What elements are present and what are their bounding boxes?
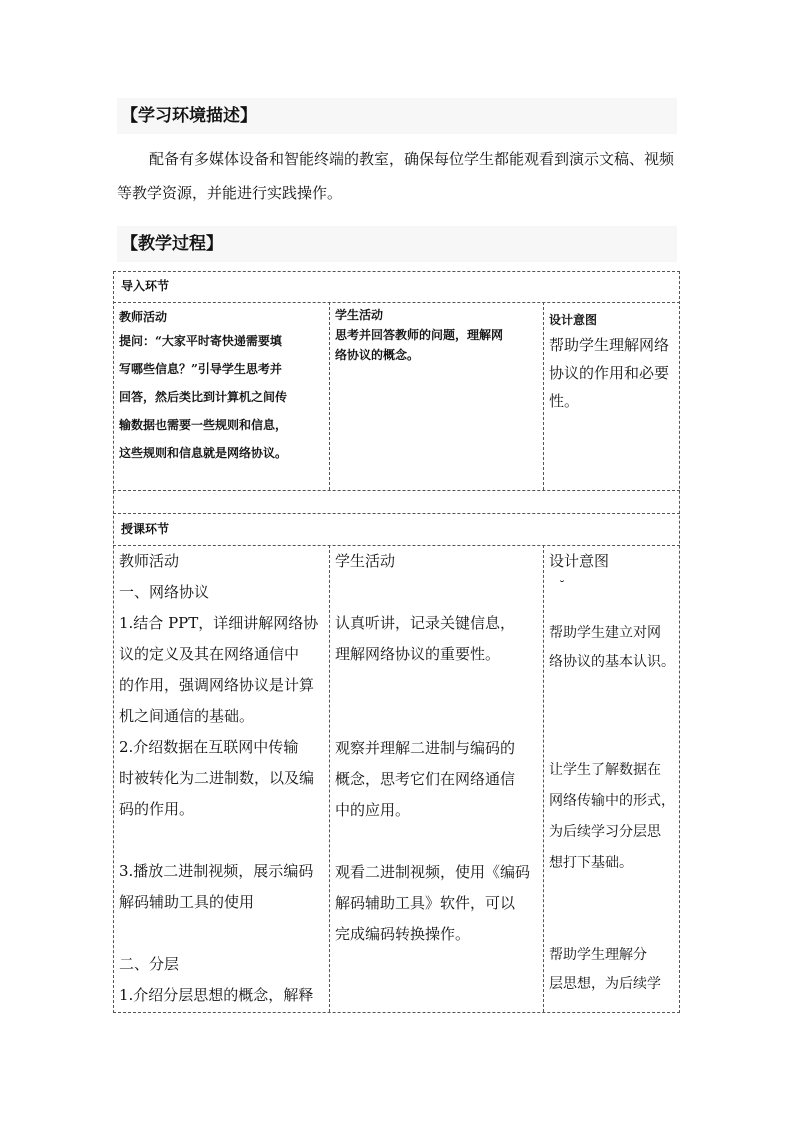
design-mark: ˘ — [559, 579, 565, 593]
lecture-teacher-line: 的作用，强调网络协议是计算 — [119, 676, 315, 694]
lecture-student-line: 解码辅助工具》软件，可以 — [335, 894, 516, 912]
intro-teacher-line: 输数据也需要一些规则和信息， — [119, 418, 288, 432]
lecture-student-line: 理解网络协议的重要性。 — [335, 645, 501, 663]
lecture-student-line: 观察并理解二进制与编码的 — [335, 739, 516, 757]
lecture-teacher-line: 机之间通信的基础。 — [119, 707, 255, 725]
intro-student-line: 络协议的概念。 — [335, 348, 420, 362]
lecture-teacher-line: 1.结合 PPT，详细讲解网络协 — [119, 614, 319, 632]
intro-teacher-line: 写哪些信息？”引导学生思考并 — [119, 362, 282, 376]
lecture-student-line: 概念，思考它们在网络通信 — [335, 770, 516, 788]
intro-teacher-header: 教师活动 — [119, 310, 168, 324]
intro-teacher-cell — [113, 305, 329, 467]
lecture-section-title: 授课环节 — [121, 522, 170, 536]
intro-teacher-line: 提问：“大家平时寄快递需要填 — [119, 334, 282, 348]
lecture-teacher-line: 码的作用。 — [119, 800, 195, 818]
lecture-design-line: 网络传输中的形式， — [549, 793, 675, 809]
lecture-design-line: 帮助学生建立对网 — [549, 625, 661, 641]
lecture-design-block-2 — [543, 755, 679, 879]
section-heading-environment: 【学习环境描述】 — [117, 98, 677, 134]
lecture-student-block-3 — [329, 857, 543, 950]
intro-design-line: 帮助学生理解网络 — [549, 336, 670, 354]
lecture-teacher-line — [119, 825, 323, 856]
lecture-design-header-cell — [543, 546, 679, 595]
lecture-design-line: 让学生了解数据在 — [549, 762, 661, 778]
lecture-design-line: 络协议的基本认识。 — [549, 654, 675, 670]
teaching-process-table — [113, 271, 680, 1013]
lecture-student-line: 完成编码转换操作。 — [335, 925, 471, 943]
lecture-student-line: 中的应用。 — [335, 801, 411, 819]
lecture-teacher-cell — [113, 546, 329, 1011]
lecture-teacher-line: 一、网络协议 — [119, 583, 210, 601]
lecture-design-header: 设计意图 — [549, 552, 610, 570]
lecture-design-line: 帮助学生理解分 — [549, 947, 647, 963]
intro-design-header: 设计意图 — [549, 313, 598, 327]
lecture-teacher-header: 教师活动 — [119, 552, 180, 570]
lecture-design-block-3 — [543, 941, 679, 999]
lecture-teacher-line: 3.播放二进制视频，展示编码 — [119, 862, 314, 880]
lecture-student-header: 学生活动 — [335, 552, 396, 570]
intro-design-line: 协议的作用和必要 — [549, 364, 670, 382]
lecture-teacher-line: 二、分层 — [119, 955, 180, 973]
intro-student-header: 学生活动 — [335, 308, 384, 322]
lecture-student-block-2 — [329, 733, 543, 826]
lecture-student-header-cell — [329, 546, 543, 577]
lecture-student-line: 观看二进制视频，使用《编码 — [335, 863, 531, 881]
intro-design-line: 性。 — [549, 392, 580, 410]
lecture-design-line: 为后续学习分层思 — [549, 824, 661, 840]
intro-teacher-line: 这些规则和信息就是网络协议。 — [119, 446, 288, 460]
intro-section-title: 导入环节 — [121, 279, 170, 293]
lecture-teacher-line: 2.介绍数据在互联网中传输 — [119, 738, 299, 756]
lecture-design-line: 想打下基础。 — [549, 855, 633, 871]
lecture-teacher-line: 1.介绍分层思想的概念，解释 — [119, 986, 314, 1004]
lecture-student-block-1 — [329, 608, 543, 670]
lecture-teacher-line: 议的定义及其在网络通信中 — [119, 645, 300, 663]
intro-design-cell — [543, 309, 679, 415]
lecture-teacher-line: 解码辅助工具的使用 — [119, 893, 255, 911]
lecture-student-line: 认真听讲，记录关键信息， — [335, 614, 516, 632]
lecture-design-line: 层思想，为后续学 — [549, 976, 661, 992]
intro-student-line: 思考并回答教师的问题，理解网 — [335, 328, 504, 342]
lecture-teacher-line: 时被转化为二进制数，以及编 — [119, 769, 315, 787]
environment-paragraph: 配备有多媒体设备和智能终端的教室，确保每位学生都能观看到演示文稿、视频等教学资源，并能进行实践操作。 — [117, 150, 675, 202]
lecture-design-block-1 — [543, 619, 679, 677]
lecture-teacher-line — [119, 918, 323, 949]
intro-student-cell — [329, 305, 543, 365]
intro-teacher-line: 回答，然后类比到计算机之间传 — [119, 390, 288, 404]
section-heading-process: 【教学过程】 — [117, 226, 677, 262]
